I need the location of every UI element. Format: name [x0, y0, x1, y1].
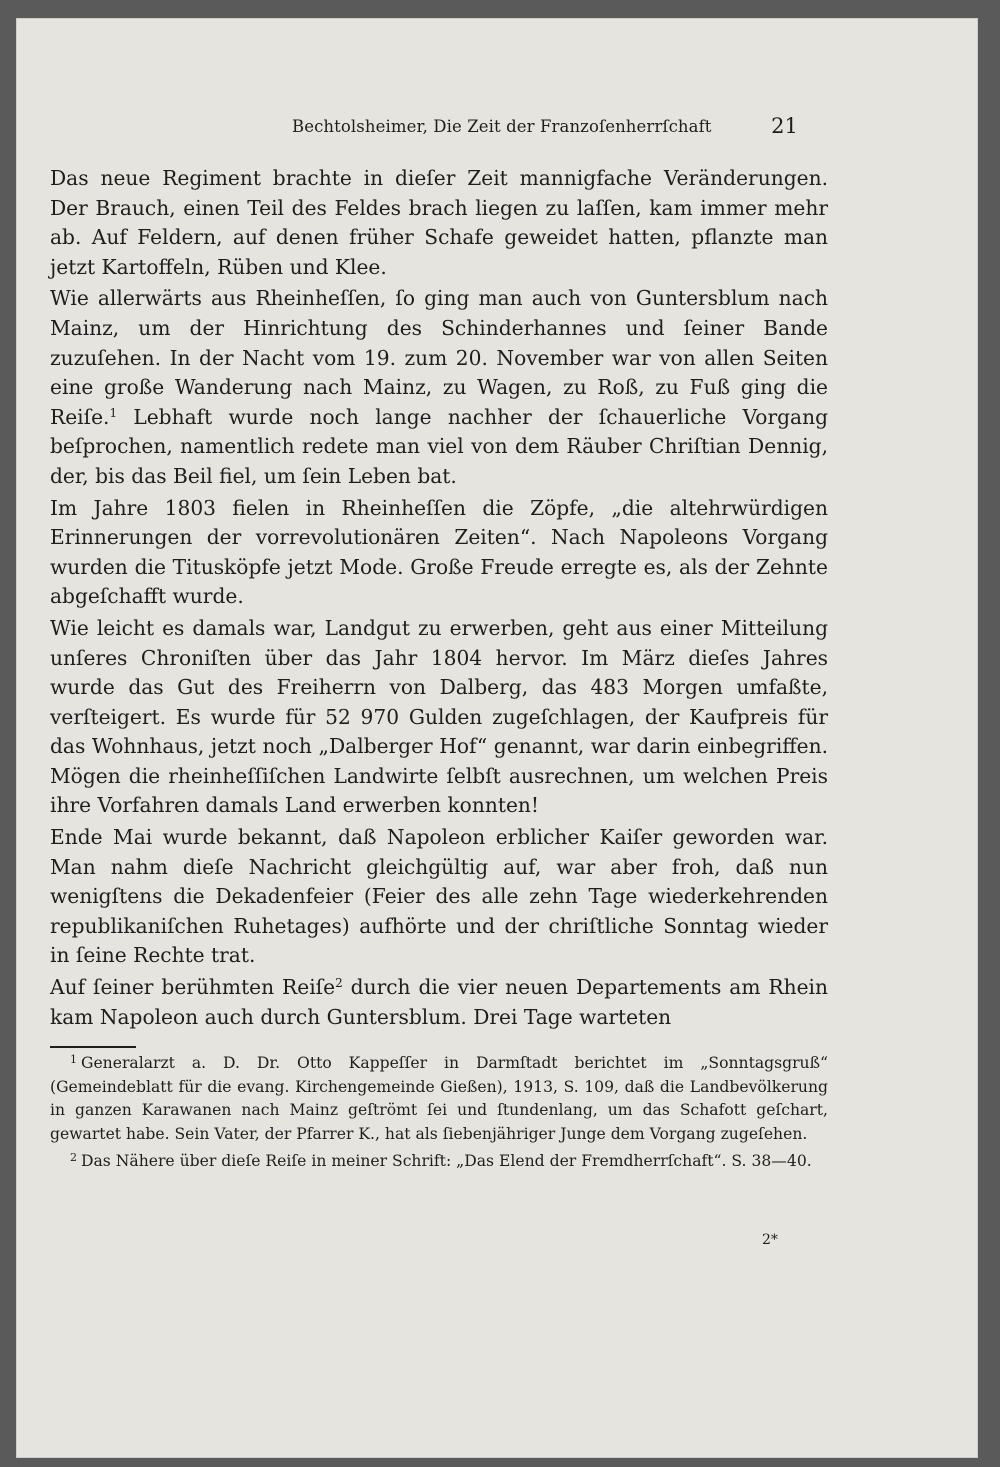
paragraph-1: Das neue Regiment brachte in dieſer Zeit mannigfache Veränderungen. Der Brauch, einen Teil des Feldes brach liegen zu laſſen, kam immer mehr ab. Auf Feldern, auf denen früher Schafe geweidet hatten, pflanzte man jetzt Kartoffeln, Rüben und Klee. [50, 166, 828, 279]
footnote-ref-2: 2 [335, 976, 343, 991]
footnote-ref-1: 1 [109, 405, 118, 420]
paragraph-2 [50, 284, 828, 491]
paragraph-5: Ende Mai wurde bekannt, daß Napoleon erblicher Kaiſer geworden war. Man nahm dieſe Nachricht gleichgültig auf, war aber froh, daß nun wenigſtens die Dekadenfeier (Feier des alle zehn Tage wiederkehrenden republikaniſchen Ruhetages) aufhörte und der chriſtliche Sonntag wieder in ſeine Rechte trat. [50, 825, 828, 968]
paragraph-3: Im Jahre 1803 fielen in Rheinheſſen die Zöpfe, „die altehrwürdigen Erinnerungen der vorrevolutionären Zeiten“. Nach Napoleons Vorgang wurden die Titusköpfe jetzt Mode. Große Freude erregte es, als der Zehnte abgeſchafft wurde. [50, 495, 828, 609]
paragraph-6-part-a: Auf ſeiner berühmten Reiſe [50, 975, 336, 1000]
paragraph-6 [50, 973, 828, 1032]
footnote-1-text: Generalarzt a. D. Dr. Otto Kappeſſer in Darmſtadt berichtet im „Sonntagsgruß“ (Gemeindeblatt für die evang. Kirchengemeinde Gießen), 1913, S. 109, daß die Landbevölkerung in ganzen Karawanen nach Mainz geſtrömt ſei und ſtundenlang, um das Schafott geſchart, gewartet habe. Sein Vater, der Pfarrer K., hat als ſiebenjähriger Junge dem Vorgang zugeſehen. [50, 1054, 828, 1143]
book-page [16, 18, 978, 1458]
paragraph-6-part-b: durch die vier neuen Departements am Rhein kam Napoleon auch durch Guntersblum. Drei Tage warteten [50, 975, 828, 1029]
paragraph-2-part-b: Lebhaft wurde noch lange nachher der ſchauerliche Vorgang beſprochen, namentlich redete man viel von dem Räuber Chriſtian Dennig, der, bis das Beil fiel, um ſein Leben bat. [50, 404, 828, 488]
footnote-2 [50, 1146, 828, 1174]
running-head [292, 114, 798, 141]
footnotes [50, 1048, 828, 1174]
sheet-signature: 2* [762, 1232, 778, 1248]
footnote-1 [50, 1048, 828, 1146]
footnote-2-mark: 2 [70, 1151, 77, 1165]
paragraph-2-part-a: Wie allerwärts aus Rheinheſſen, ſo ging man auch von Guntersblum nach Mainz, um der Hinrichtung des Schinderhannes und ſeiner Bande zuzuſehen. In der Nacht vom 19. zum 20. November war von allen Seiten eine große Wanderung nach Mainz, zu Wagen, zu Roß, zu Fuß ging die Reiſe. [50, 286, 828, 429]
paragraph-4: Wie leicht es damals war, Landgut zu erwerben, geht aus einer Mitteilung unſeres Chroniſten über das Jahr 1804 hervor. Im März dieſes Jahres wurde das Gut des Freiherrn von Dalberg, das 483 Morgen umfaßte, verſteigert. Es wurde für 52 970 Gulden zugeſchlagen, der Kaufpreis für das Wohnhaus, jetzt noch „Dalberger Hof“ genannt, war darin einbegriffen. Mögen die rheinheſſiſchen Landwirte ſelbſt ausrechnen, um welchen Preis ihre Vorfahren damals Land erwerben konnten! [50, 615, 828, 818]
body-text [50, 164, 828, 1034]
running-title: Bechtolsheimer, Die Zeit der Franzoſenherrſchaft [292, 117, 712, 136]
page-number: 21 [771, 114, 798, 138]
footnote-2-text: Das Nähere über dieſe Reiſe in meiner Schrift: „Das Elend der Fremdherrſchaft“. S. 38—40. [81, 1152, 812, 1171]
footnote-1-mark: 1 [70, 1053, 77, 1066]
